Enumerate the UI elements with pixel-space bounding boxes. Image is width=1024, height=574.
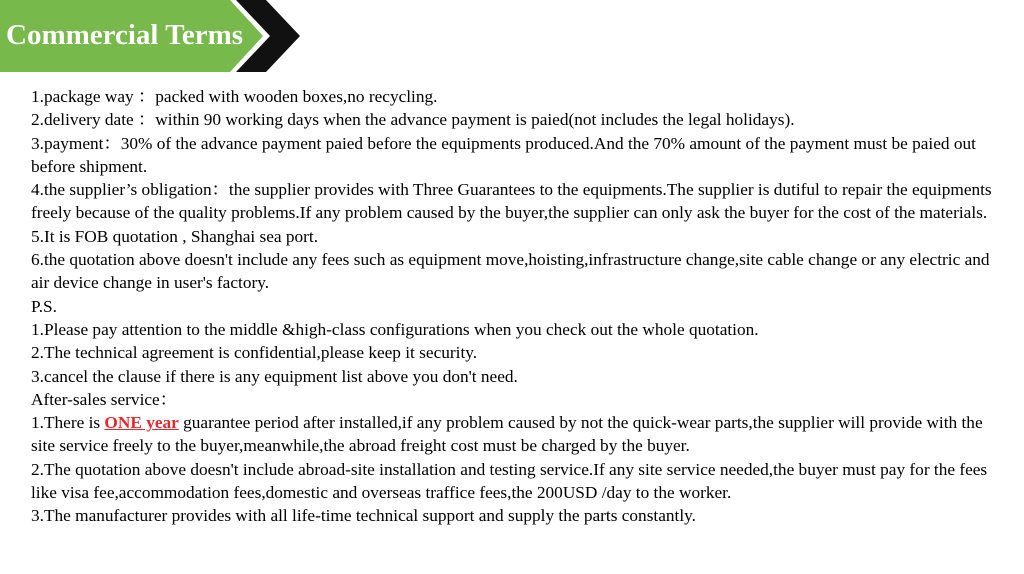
ps-item-configurations: 1.Please pay attention to the middle &high-class configurations when you check out the whole quotation. (31, 319, 759, 339)
term-delivery-date: 2.delivery date ：within 90 working days when the advance payment is paied(not includes the legal holidays). (31, 110, 795, 130)
guarantee-highlight: ONE year (104, 413, 179, 433)
ps-heading: P.S. (31, 296, 57, 316)
after-sales-item-installation: 2.The quotation above doesn't include abroad-site installation and testing service.If any site service needed,the buyer must pay for the fees like visa fee,accommodation fees,domestic and overseas traffice fees,the 200USD /day to the worker. (31, 459, 988, 503)
term-fees-excluded: 6.the quotation above doesn't include any fees such as equipment move,hoisting,infrastructure change,site cable change or any electric and air device change in user's factory. (31, 250, 990, 293)
ps-item-confidential: 2.The technical agreement is confidential,please keep it security. (31, 343, 478, 363)
term-package-way: 1.package way ：packed with wooden boxes,no recycling. (31, 87, 438, 106)
after-sales-heading: After-sales service： (31, 389, 177, 409)
page-title: Commercial Terms (6, 19, 244, 51)
ps-item-cancel-clause: 3.cancel the clause if there is any equipment list above you don't need. (31, 366, 518, 386)
after-sales-item-support: 3.The manufacturer provides with all life-time technical support and supply the parts constantly. (31, 506, 696, 526)
term-payment: 3.payment：30% of the advance payment paied before the equipments produced.And the 70% amount of the payment must be paied out before shipment. (31, 133, 976, 176)
term-fob-quotation: 5.It is FOB quotation , Shanghai sea port. (31, 226, 319, 246)
after-sales-item-guarantee (31, 411, 1006, 458)
guarantee-suffix: guarantee period after installed,if any problem caused by not the quick-wear parts,the supplier will provide with the site service freely to the buyer,meanwhile,the abroad freight cost must be charged by the buyer. (31, 413, 983, 456)
term-supplier-obligation: 4.the supplier’s obligation：the supplier provides with Three Guarantees to the equipments.The supplier is dutiful to repair the equipments freely because of the quality problems.If any problem caused by the buyer,the supplier can only ask the buyer for the cost of the materials. (31, 180, 992, 223)
terms-content (31, 85, 1006, 528)
title-banner (0, 0, 300, 72)
guarantee-prefix: 1.There is (31, 413, 105, 433)
